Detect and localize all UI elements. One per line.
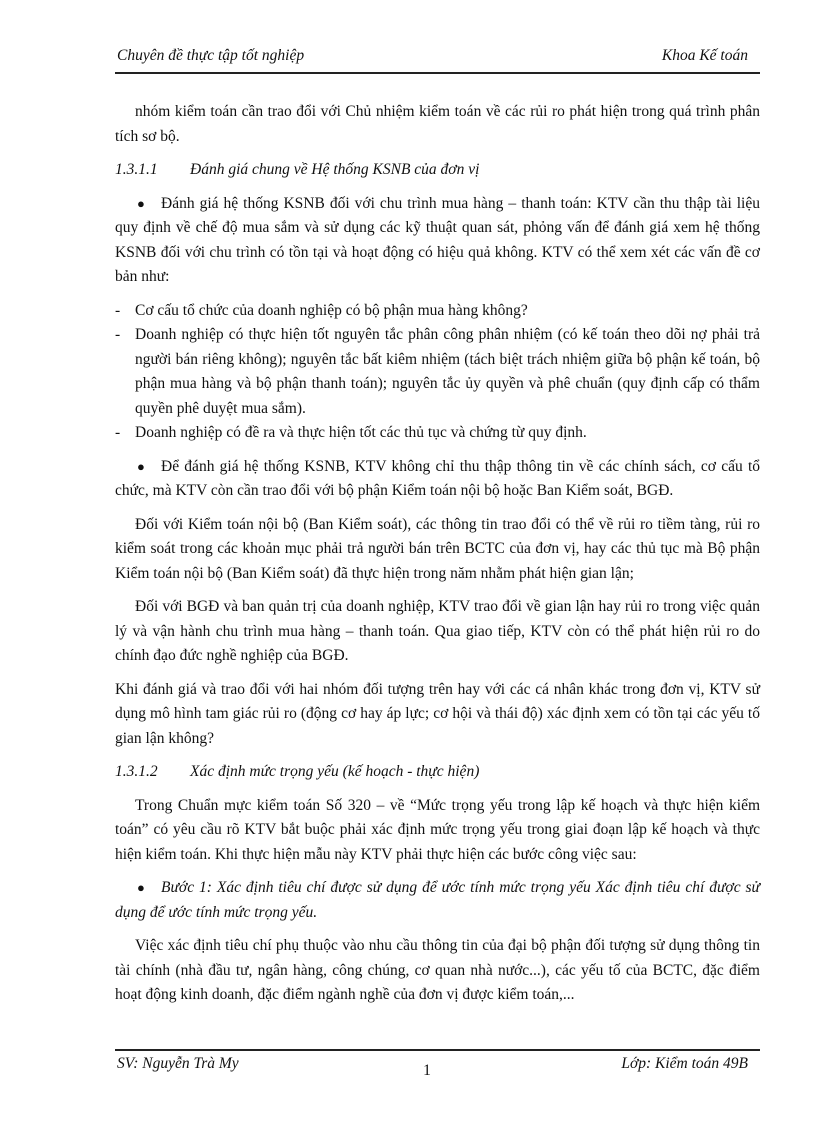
section-title: Đánh giá chung về Hệ thống KSNB của đơn vị	[190, 161, 480, 178]
bullet-text: Để đánh giá hệ thống KSNB, KTV không chỉ thu thập thông tin về các chính sách, cơ cấu tổ chức, mà KTV còn cần trao đổi với bộ phận Kiểm toán nội bộ hoặc Ban Kiểm soát, BGĐ.	[115, 457, 760, 499]
dash-item-text: Cơ cấu tổ chức của doanh nghiệp có bộ phận mua hàng không?	[135, 301, 528, 319]
dash-item	[115, 421, 760, 446]
paragraph: Khi đánh giá và trao đổi với hai nhóm đối tượng trên hay với các cá nhân khác trong đơn vị, KTV sử dụng mô hình tam giác rủi ro (động cơ hay áp lực; cơ hội và thái độ) xác định xem có tồn tại các yếu tố gian lận không?	[115, 680, 760, 747]
page-number: 1	[423, 1062, 431, 1079]
footer-rule	[115, 1049, 760, 1051]
page-header	[115, 47, 760, 69]
paragraph: Việc xác định tiêu chí phụ thuộc vào nhu cầu thông tin của đại bộ phận đối tượng sử dụng thông tin tài chính (nhà đầu tư, ngân hàng, công chúng, cơ quan nhà nước...), các yếu tố của BCTC, đặc điểm hoạt động kinh doanh, đặc điểm ngành nghề của đơn vị được kiểm toán,...	[115, 937, 760, 1003]
header-left-text: Chuyên đề thực tập tốt nghiệp	[117, 47, 305, 64]
dash-list	[115, 299, 760, 446]
dash-icon: -	[115, 301, 121, 319]
dash-item-text: Doanh nghiệp có thực hiện tốt nguyên tắc phân công phân nhiệm (có kế toán theo dõi nợ phải trả người bán riêng không); nguyên tắc bất kiêm nhiệm (tách biệt trách nhiệm giữa bộ phận kế toán, bộ phận mua hàng và bộ phận thanh toán); nguyên tắc ủy quyền và phê chuẩn (quy định cấp có thẩm quyền phê duyệt mua sắm).	[135, 326, 760, 417]
paragraph: nhóm kiểm toán cần trao đổi với Chủ nhiệm kiểm toán về các rủi ro phát hiện trong quá trình phân tích sơ bộ.	[115, 103, 760, 145]
bullet-text: Bước 1: Xác định tiêu chí được sử dụng để ước tính mức trọng yếu Xác định tiêu chí được sử dụng để ước tính mức trọng yếu.	[115, 879, 760, 921]
footer-right-text: Lớp: Kiểm toán 49B	[621, 1055, 748, 1072]
bullet-paragraph	[115, 876, 760, 925]
footer-left-text: SV: Nguyễn Trà My	[117, 1055, 239, 1072]
bullet-paragraph	[115, 455, 760, 504]
paragraph: Trong Chuẩn mực kiểm toán Số 320 – về “Mức trọng yếu trong lập kế hoạch và thực hiện kiểm toán” có yêu cầu rõ KTV bắt buộc phải xác định mức trọng yếu trong giai đoạn lập kế hoạch và thực hiện kiểm toán. Khi thực hiện mẫu này KTV phải thực hiện các bước công việc sau:	[115, 796, 760, 863]
section-heading	[115, 760, 760, 785]
section-heading	[115, 158, 760, 183]
dash-icon: -	[115, 326, 121, 343]
bullet-icon: ●	[137, 880, 145, 895]
header-right-text: Khoa Kế toán	[661, 47, 748, 64]
section-number: 1.3.1.1	[115, 161, 158, 178]
section-title: Xác định mức trọng yếu (kế hoạch - thực hiện)	[190, 763, 480, 780]
paragraph: Đối với BGĐ và ban quản trị của doanh nghiệp, KTV trao đổi về gian lận hay rủi ro trong việc quản lý và vận hành chu trình mua hàng – thanh toán. Qua giao tiếp, KTV còn có thể phát hiện rủi ro do chính đạo đức nghề nghiệp của BGĐ.	[115, 598, 760, 664]
bullet-text: Đánh giá hệ thống KSNB đối với chu trình mua hàng – thanh toán: KTV cần thu thập tài liệu quy định về chế độ mua sắm và sử dụng các kỹ thuật quan sát, phỏng vấn để đánh giá xem hệ thống KSNB đối với chu trình có tồn tại và hoạt động có hiệu quả không. KTV có thể xem xét các vấn đề cơ bản như:	[115, 194, 760, 285]
bullet-icon: ●	[137, 458, 145, 474]
bullet-paragraph	[115, 192, 760, 290]
section-number: 1.3.1.2	[115, 763, 158, 780]
page-footer	[115, 1055, 760, 1079]
dash-item	[115, 299, 760, 324]
dash-item-text: Doanh nghiệp có đề ra và thực hiện tốt các thủ tục và chứng từ quy định.	[135, 424, 587, 441]
bullet-icon: ●	[137, 195, 145, 211]
dash-item	[115, 323, 760, 421]
header-rule	[115, 72, 760, 74]
paragraph: Đối với Kiểm toán nội bộ (Ban Kiểm soát), các thông tin trao đổi có thể về rủi ro tiềm tàng, rủi ro kiểm soát trong các khoản mục phải trả người bán trên BCTC của đơn vị, hay các thủ tục mà Bộ phận Kiểm toán nội bộ (Ban Kiểm soát) đã thực hiện trong năm nhằm phát hiện gian lận;	[115, 515, 760, 582]
dash-icon: -	[115, 424, 121, 441]
page-body	[115, 100, 760, 1017]
